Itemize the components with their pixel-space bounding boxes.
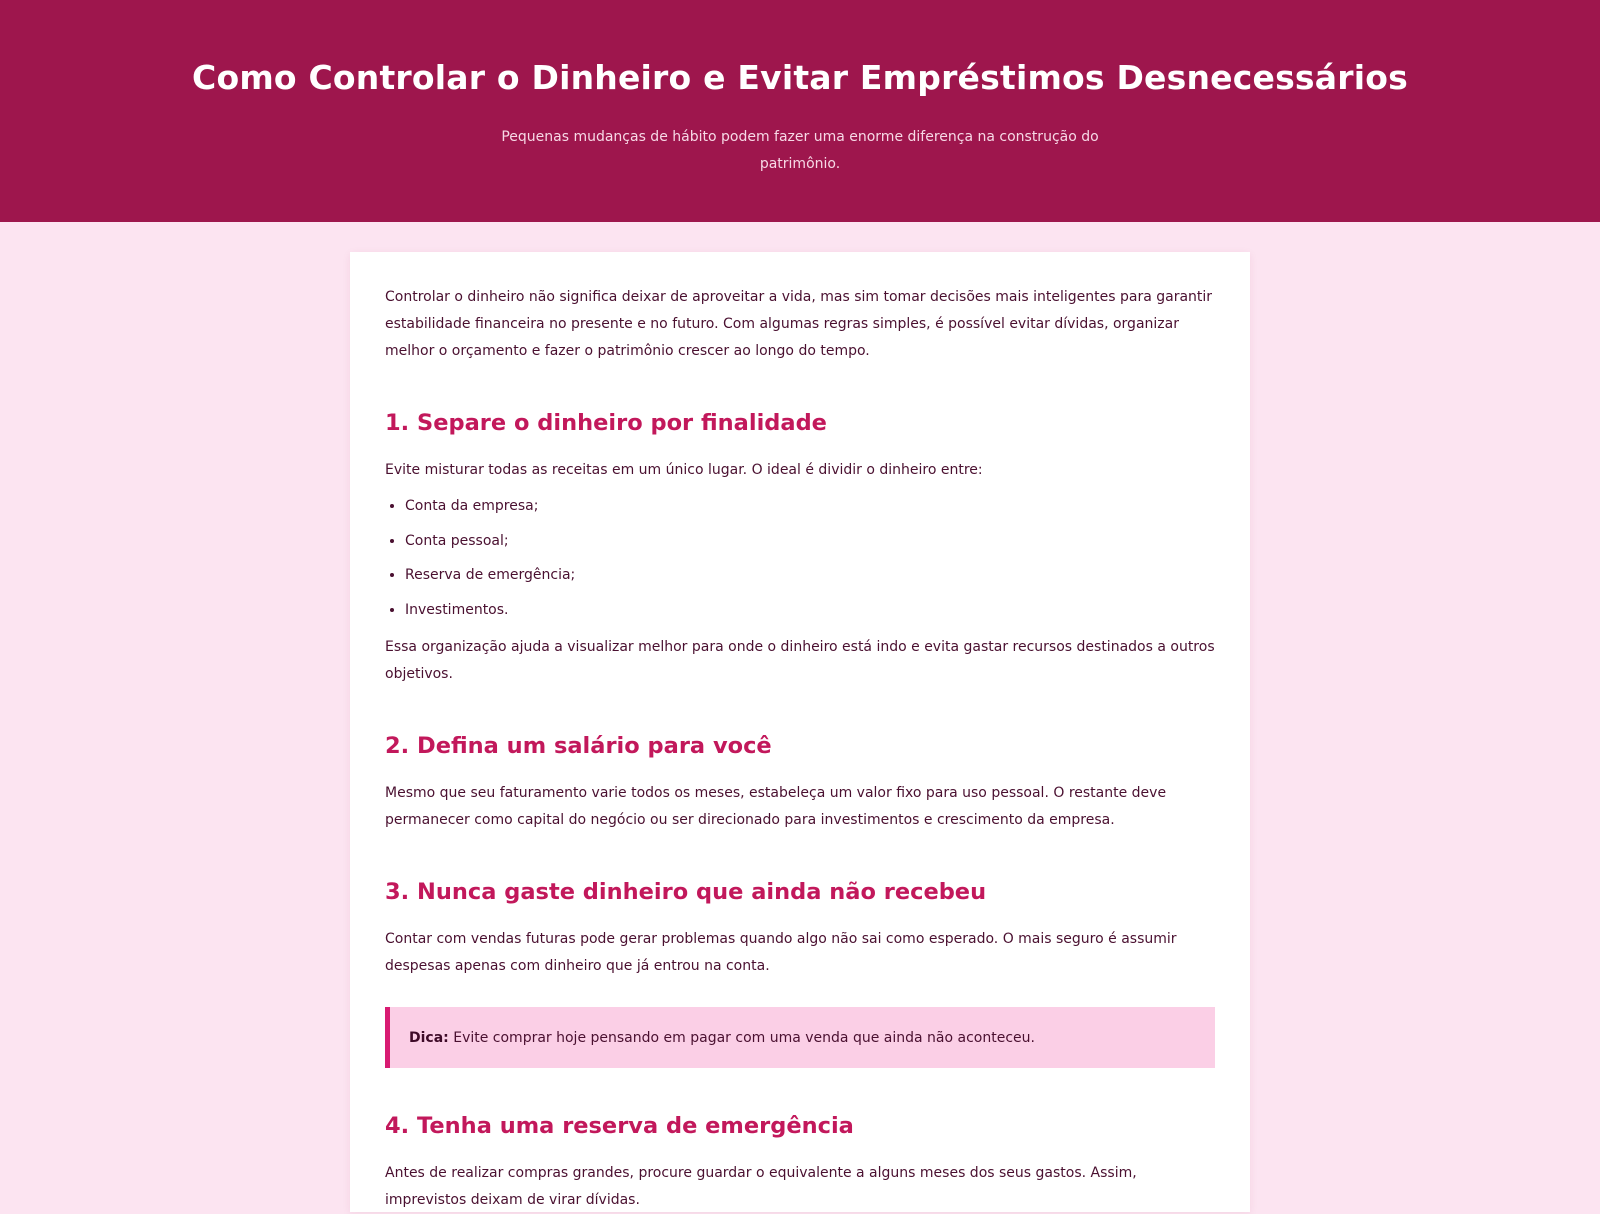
page-subtitle: Pequenas mudanças de hábito podem fazer uma enorme diferença na construção do patrimônio. (501, 129, 1099, 172)
list-item: • Investimentos. (405, 600, 1215, 620)
list-item: • Reserva de emergência; (405, 565, 1215, 585)
section-heading: 2. Defina um salário para você (385, 733, 772, 759)
article-intro: Controlar o dinheiro não significa deixar de aproveitar a vida, mas sim tomar decisões mais inteligentes para garantir estabilidade financeira no presente e no futuro. Com algumas regras simples, é possível evitar dívidas, organizar melhor o orçamento e fazer o patrimônio crescer ao longo do tempo. (385, 289, 1213, 359)
list-item: • Conta da empresa; (405, 496, 1215, 516)
list-item: • Conta pessoal; (405, 531, 1215, 551)
tip-callout (385, 1007, 1215, 1068)
section-heading: 3. Nunca gaste dinheiro que ainda não recebeu (385, 879, 987, 905)
section-paragraph: Contar com vendas futuras pode gerar problemas quando algo não sai como esperado. O mais seguro é assumir despesas apenas com dinheiro que já entrou na conta. (385, 931, 1177, 974)
section-heading: 1. Separe o dinheiro por finalidade (385, 410, 827, 436)
section-paragraph: Mesmo que seu faturamento varie todos os meses, estabeleça um valor fixo para uso pessoal. O restante deve permanecer como capital do negócio ou ser direcionado para investimentos e crescimento da empresa. (385, 785, 1167, 828)
page-title: Como Controlar o Dinheiro e Evitar Empréstimos Desnecessários (192, 58, 1408, 97)
section-paragraph: Essa organização ajuda a visualizar melhor para onde o dinheiro está indo e evita gastar recursos destinados a outros objetivos. (385, 639, 1215, 682)
section-paragraph: Antes de realizar compras grandes, procure guardar o equivalente a alguns meses dos seus gastos. Assim, imprevistos deixam de virar dívidas. (385, 1165, 1137, 1208)
tip-text: Evite comprar hoje pensando em pagar com uma venda que ainda não aconteceu. (453, 1030, 1035, 1046)
tip-label: Dica: (409, 1030, 449, 1046)
section-3 (385, 876, 1215, 1068)
section-2 (385, 730, 1215, 834)
section-4 (385, 1110, 1215, 1214)
article-card (350, 252, 1250, 1212)
section-heading: 4. Tenha uma reserva de emergência (385, 1113, 854, 1139)
finalidade-list (385, 496, 1215, 620)
section-lead: Evite misturar todas as receitas em um único lugar. O ideal é dividir o dinheiro entre: (385, 462, 983, 478)
page-header (0, 0, 1600, 222)
section-1 (385, 407, 1215, 688)
